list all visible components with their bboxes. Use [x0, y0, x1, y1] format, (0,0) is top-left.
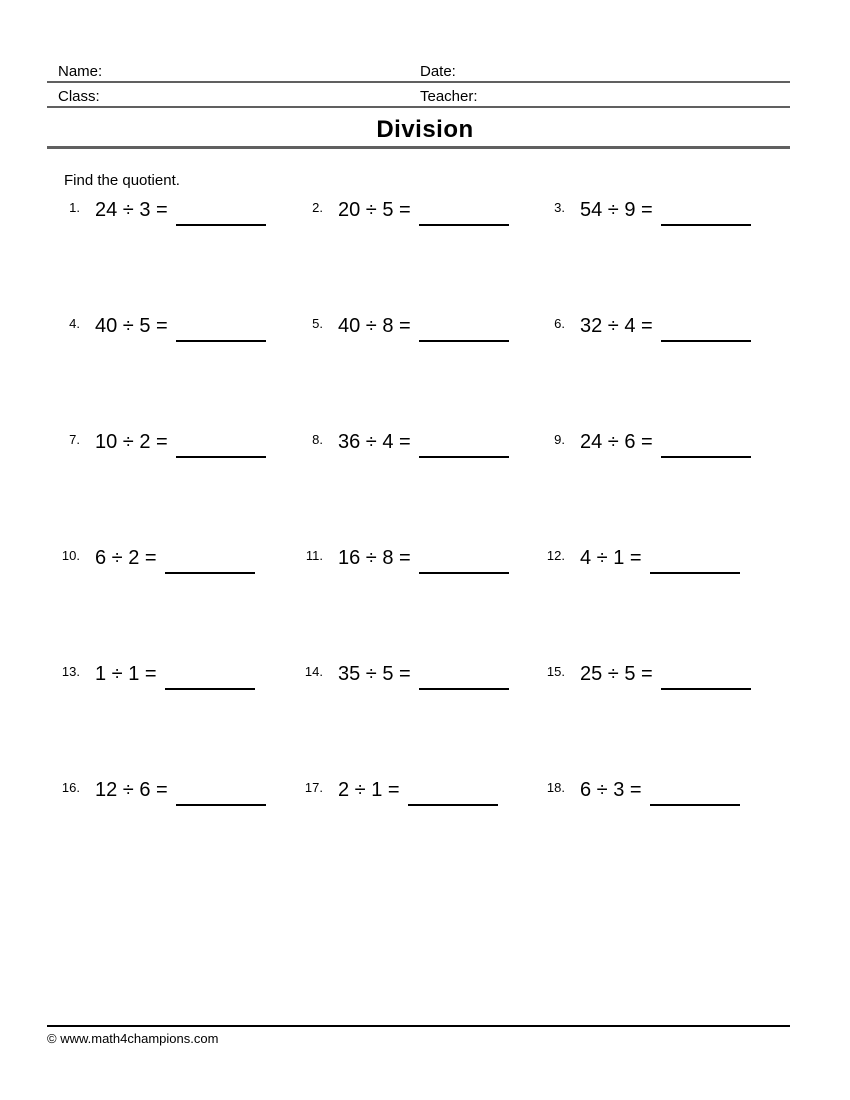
instruction-text: Find the quotient.: [64, 172, 180, 189]
problem-3: [535, 197, 790, 313]
problem-expression: 24 ÷ 6 =: [580, 431, 653, 453]
answer-blank: [165, 661, 255, 690]
copyright-credit: © www.math4champions.com: [47, 1031, 219, 1046]
problem-expression: 2 ÷ 1 =: [338, 779, 400, 801]
problem-4: [50, 313, 293, 429]
problem-7: [50, 429, 293, 545]
problem-8: [293, 429, 535, 545]
problem-expression: 12 ÷ 6 =: [95, 779, 168, 801]
problem-18: [535, 777, 790, 893]
problem-expression: 40 ÷ 5 =: [95, 315, 168, 337]
problem-6: [535, 313, 790, 429]
title-divider-rule: [47, 146, 790, 149]
problem-number: 4.: [69, 316, 80, 331]
problem-expression: 36 ÷ 4 =: [338, 431, 411, 453]
answer-blank: [419, 197, 509, 226]
problem-expression: 1 ÷ 1 =: [95, 663, 157, 685]
problem-5: [293, 313, 535, 429]
name-label: Name:: [58, 63, 103, 80]
class-label: Class:: [58, 88, 100, 105]
problem-expression: 6 ÷ 3 =: [580, 779, 642, 801]
problem-number: 14.: [304, 664, 323, 679]
problem-expression: 16 ÷ 8 =: [338, 547, 411, 569]
problem-number: 17.: [304, 780, 323, 795]
answer-blank: [419, 545, 509, 574]
answer-blank: [661, 429, 751, 458]
answer-blank: [408, 777, 498, 806]
problem-16: [50, 777, 293, 893]
problem-2: [293, 197, 535, 313]
problem-expression: 6 ÷ 2 =: [95, 547, 157, 569]
problem-number: 7.: [69, 432, 80, 447]
problem-15: [535, 661, 790, 777]
problem-number: 10.: [61, 548, 80, 563]
footer-divider-rule: [47, 1025, 790, 1027]
problem-expression: 25 ÷ 5 =: [580, 663, 653, 685]
problem-17: [293, 777, 535, 893]
answer-blank: [661, 313, 751, 342]
problem-expression: 4 ÷ 1 =: [580, 547, 642, 569]
teacher-label: Teacher:: [420, 88, 478, 105]
problem-expression: 40 ÷ 8 =: [338, 315, 411, 337]
page-title: Division: [376, 116, 474, 143]
problem-expression: 24 ÷ 3 =: [95, 199, 168, 221]
header-row-class-teacher: [47, 87, 790, 108]
problem-number: 16.: [61, 780, 80, 795]
problem-14: [293, 661, 535, 777]
answer-blank: [176, 313, 266, 342]
problem-expression: 32 ÷ 4 =: [580, 315, 653, 337]
problem-number: 6.: [554, 316, 565, 331]
answer-blank: [165, 545, 255, 574]
answer-blank: [176, 429, 266, 458]
header-row-name-date: [47, 62, 790, 83]
answer-blank: [419, 313, 509, 342]
problem-number: 13.: [61, 664, 80, 679]
problem-13: [50, 661, 293, 777]
answer-blank: [661, 197, 751, 226]
problem-number: 18.: [546, 780, 565, 795]
answer-blank: [176, 197, 266, 226]
problem-10: [50, 545, 293, 661]
problem-9: [535, 429, 790, 545]
problem-number: 2.: [312, 200, 323, 215]
problem-expression: 20 ÷ 5 =: [338, 199, 411, 221]
problem-number: 9.: [554, 432, 565, 447]
problem-number: 5.: [312, 316, 323, 331]
problem-expression: 10 ÷ 2 =: [95, 431, 168, 453]
answer-blank: [176, 777, 266, 806]
answer-blank: [650, 545, 740, 574]
problems-grid: [50, 197, 790, 893]
answer-blank: [419, 661, 509, 690]
date-label: Date:: [420, 63, 456, 80]
problem-number: 3.: [554, 200, 565, 215]
problem-12: [535, 545, 790, 661]
answer-blank: [419, 429, 509, 458]
problem-1: [50, 197, 293, 313]
problem-number: 12.: [546, 548, 565, 563]
problem-number: 15.: [546, 664, 565, 679]
answer-blank: [661, 661, 751, 690]
problem-number: 11.: [305, 548, 323, 563]
problem-11: [293, 545, 535, 661]
problem-expression: 54 ÷ 9 =: [580, 199, 653, 221]
problem-expression: 35 ÷ 5 =: [338, 663, 411, 685]
answer-blank: [650, 777, 740, 806]
problem-number: 1.: [69, 200, 80, 215]
problem-number: 8.: [312, 432, 323, 447]
